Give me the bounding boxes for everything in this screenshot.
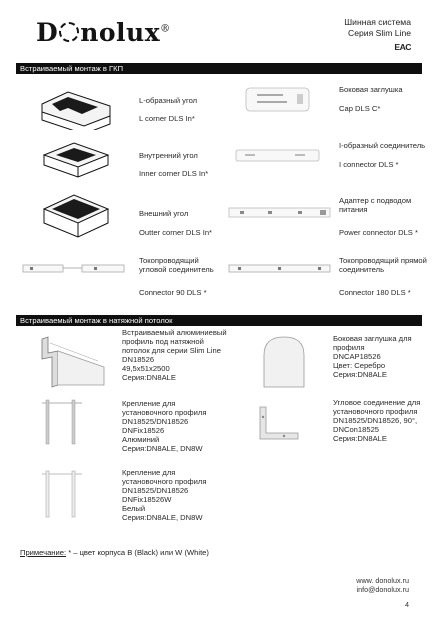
inner-corner-label-ru: Внутренний угол bbox=[139, 151, 198, 160]
registered-mark: ® bbox=[160, 23, 171, 35]
eac-cert-mark: EAC bbox=[394, 42, 411, 52]
power-connector-label-en: Power connector DLS * bbox=[339, 228, 418, 237]
section-bar-gkp: Встраиваемый монтаж в ГКП bbox=[16, 63, 422, 74]
outer-corner-label-en: Outter corner DLS In* bbox=[139, 228, 213, 237]
profile-cap-label: Боковая заглушка для профиля DNCAP18526 Цвет: Серебро Серия:DN8ALE bbox=[333, 334, 412, 379]
connector-90-image bbox=[22, 262, 126, 276]
logo-letter: D bbox=[36, 18, 59, 47]
i-connector-image bbox=[235, 148, 321, 164]
section-bar-stretch-ceiling: Встраиваемый монтаж в натяжной потолок bbox=[16, 315, 422, 326]
header-subtitle: Серия Slim Line bbox=[348, 28, 411, 38]
fix-aluminium-label: Крепление для установочного профиля DN18525/DN18526 DNFix18526 Алюминий Серия:DN8ALE, DN8W bbox=[122, 399, 207, 453]
i-connector-label-ru: I-образный соединитель bbox=[339, 141, 426, 150]
footer-email[interactable]: info@donolux.ru bbox=[356, 585, 409, 594]
inner-corner-image bbox=[38, 131, 114, 181]
logo-sun-icon bbox=[59, 22, 79, 42]
cap-image bbox=[245, 86, 311, 114]
fix-white-label: Крепление для установочного профиля DN18525/DN18526 DNFix18526W Белый Серия:DN8ALE, DN8W bbox=[122, 468, 207, 522]
footnote bbox=[20, 548, 209, 557]
power-connector-image bbox=[228, 205, 332, 221]
corner-joint-label: Угловое соединение для установочного профиля DN18525/DN18526, 90°, DNCon18525 Серия:DN8ALE bbox=[333, 398, 421, 443]
footnote-text: * – цвет корпуса B (Black) или W (White) bbox=[66, 548, 209, 557]
profile-cap-image bbox=[258, 333, 310, 389]
connector-180-label-ru: Токопроводящий прямой соединитель bbox=[339, 256, 427, 274]
inner-corner-label-en: Inner corner DLS In* bbox=[139, 169, 209, 178]
aluminium-profile-label: Встраиваемый алюминиевый профиль под натяжной потолок для серии Slim Line DN18526 49,5x51x2500 Серия:DN8ALE bbox=[122, 328, 227, 382]
i-connector-label-en: I connector DLS * bbox=[339, 160, 399, 169]
page-number: 4 bbox=[405, 600, 409, 609]
outer-corner-label-ru: Внешний угол bbox=[139, 209, 189, 218]
brand-logo bbox=[36, 18, 171, 47]
logo-text: nolux bbox=[80, 18, 161, 47]
power-connector-label-ru: Адаптер с подводом питания bbox=[339, 196, 412, 214]
header-title: Шинная система bbox=[344, 17, 411, 27]
corner-joint-image bbox=[254, 403, 304, 443]
l-corner-label-ru: L-образный угол bbox=[139, 96, 198, 105]
footer-website[interactable]: www. donolux.ru bbox=[356, 576, 409, 585]
footnote-label: Примечание: bbox=[20, 548, 67, 557]
aluminium-profile-image bbox=[38, 333, 110, 391]
fix-aluminium-image bbox=[40, 397, 88, 447]
l-corner-image bbox=[38, 80, 114, 130]
connector-180-label-en: Connector 180 DLS * bbox=[339, 288, 411, 297]
outer-corner-image bbox=[38, 183, 114, 241]
cap-label-en: Cap DLS C* bbox=[339, 104, 381, 113]
cap-label-ru: Боковая заглушка bbox=[339, 85, 403, 94]
connector-90-label-ru: Токопроводящий угловой соединитель bbox=[139, 256, 214, 274]
l-corner-label-en: L corner DLS In* bbox=[139, 114, 195, 123]
connector-180-image bbox=[228, 262, 332, 276]
fix-white-image bbox=[40, 468, 88, 520]
connector-90-label-en: Connector 90 DLS * bbox=[139, 288, 207, 297]
